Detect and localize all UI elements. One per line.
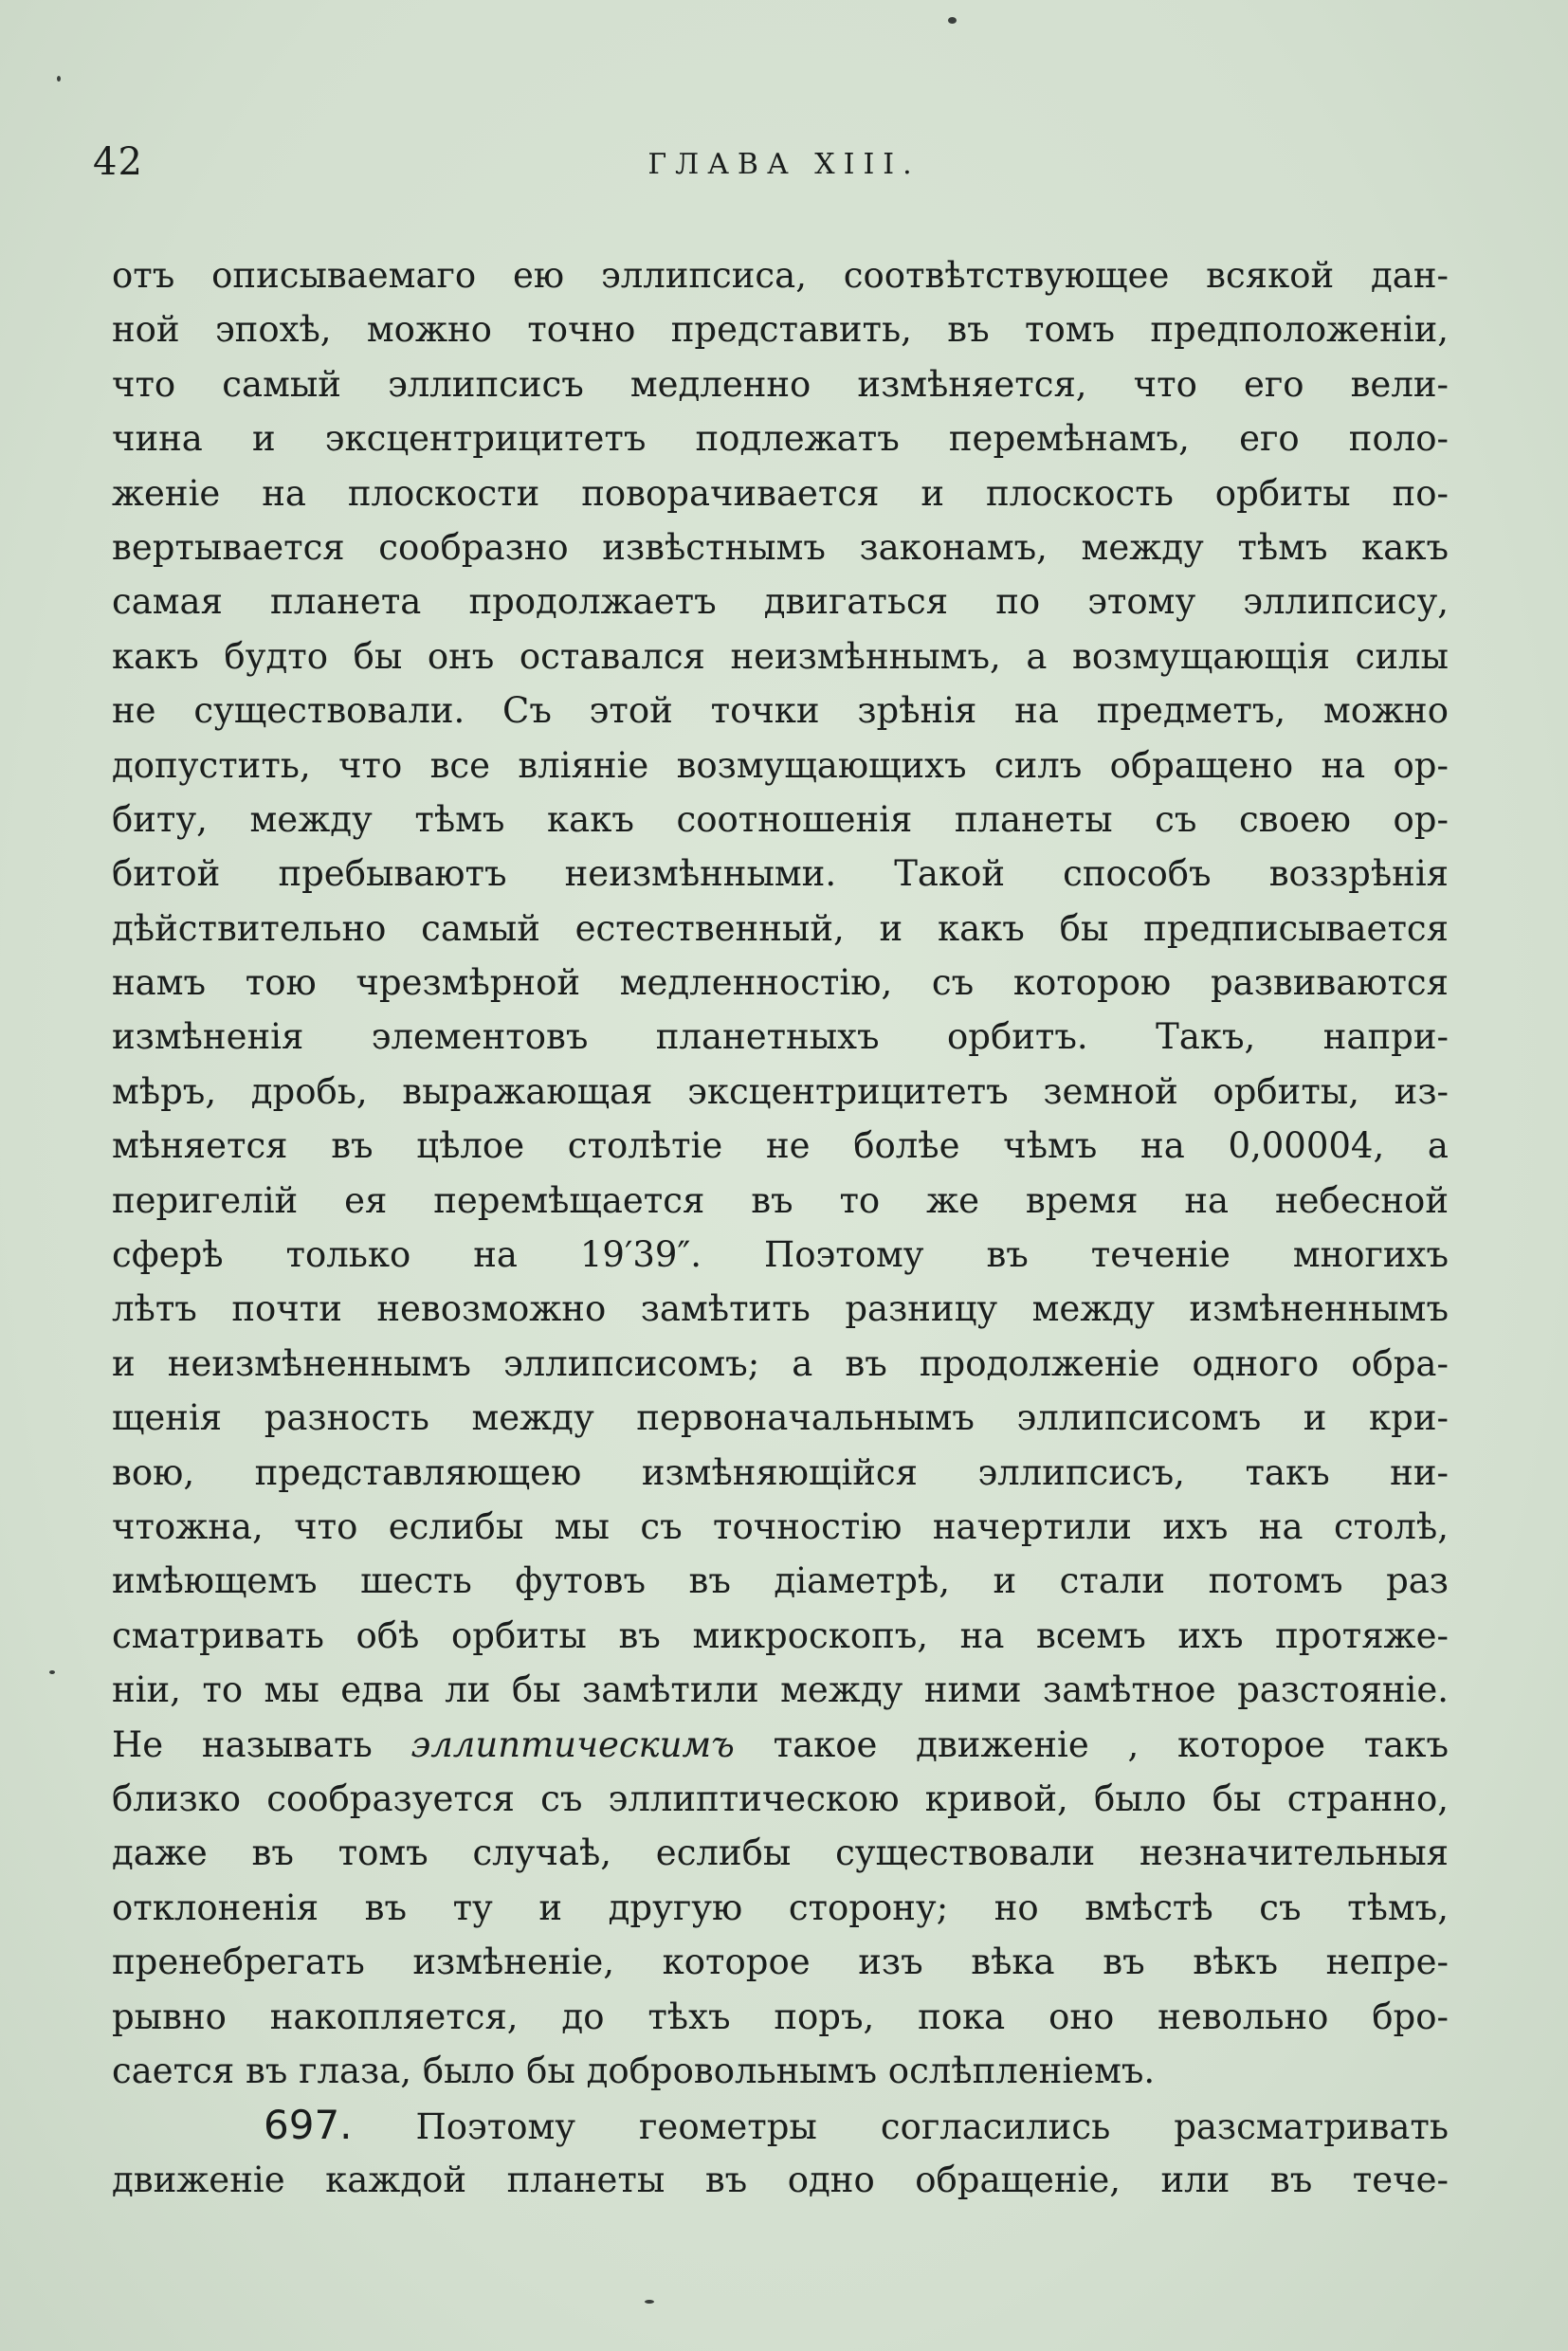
page-number: 42 xyxy=(93,140,143,184)
text-line: рывно накопляется, до тѣхъ поръ, пока оно невольно бро- xyxy=(112,1996,1449,2037)
text-line: самая планета продолжаетъ двигаться по этому эллипсису, xyxy=(112,581,1449,623)
text-line: мѣръ, дробь, выражающая эксцентрицитетъ земной орбиты, из- xyxy=(112,1070,1449,1112)
text-line: сферѣ только на 19′39″. Поэтому въ теченiе многихъ xyxy=(112,1234,1449,1276)
line-text: такое движенiе , которое такъ xyxy=(734,1723,1449,1765)
text-line: нiи, то мы едва ли бы замѣтили между ними замѣтное разстоянiе. xyxy=(112,1669,1449,1711)
print-speck xyxy=(948,17,957,24)
text-line: какъ будто бы онъ оставался неизмѣннымъ, а возмущающiя силы xyxy=(112,635,1449,677)
line-text: Не называть xyxy=(112,1723,411,1765)
text-line: допустить, что все влiянiе возмущающихъ силъ обращено на ор- xyxy=(112,744,1449,786)
text-line: отъ описываемаго ею эллипсиса, соотвѣтствующее всякой дан- xyxy=(112,255,1449,296)
print-speck xyxy=(645,2300,654,2304)
text-line: лѣтъ почти невозможно замѣтить разницу между измѣненнымъ xyxy=(112,1288,1449,1330)
text-line-with-emphasis xyxy=(112,1718,1449,1772)
text-line: мѣняется въ цѣлое столѣтiе не болѣе чѣмъ на 0,00004, а xyxy=(112,1125,1449,1167)
text-line: что самый эллипсисъ медленно измѣняется, что его вели- xyxy=(112,363,1449,405)
text-line: измѣненiя элементовъ планетныхъ орбитъ. Такъ, напри- xyxy=(112,1016,1449,1058)
paragraph-number: 697. xyxy=(264,2102,353,2149)
text-line: щенiя разность между первоначальнымъ эллипсисомъ и кри- xyxy=(112,1397,1449,1439)
emphasis-term: эллиптическимъ xyxy=(410,1723,735,1765)
line-text: Поэтому геометры согласились разсматривать xyxy=(352,2106,1449,2148)
text-line: и неизмѣненнымъ эллипсисомъ; а въ продолженiе одного обра- xyxy=(112,1342,1449,1384)
text-line: женiе на плоскости поворачивается и плоскость орбиты по- xyxy=(112,472,1449,514)
print-speck xyxy=(49,1670,55,1674)
text-line: не существовали. Съ этой точки зрѣнiя на предметъ, можно xyxy=(112,690,1449,732)
text-line: пренебрегать измѣненiе, которое изъ вѣка въ вѣкъ непре- xyxy=(112,1941,1449,1983)
text-line: чтожна, что еслибы мы съ точностiю начертили ихъ на столѣ, xyxy=(112,1505,1449,1547)
text-line: вою, представляющею измѣняющiйся эллипсисъ, такъ ни- xyxy=(112,1451,1449,1493)
text-line: сматривать обѣ орбиты въ микроскопъ, на всемъ ихъ протяже- xyxy=(112,1614,1449,1656)
text-line: дѣйствительно самый естественный, и какъ бы предписывается xyxy=(112,907,1449,949)
text-line: имѣющемъ шесть футовъ въ дiаметрѣ, и стали потомъ раз xyxy=(112,1560,1449,1602)
text-line: даже въ томъ случаѣ, еслибы существовали незначительныя xyxy=(112,1832,1449,1874)
text-line: сается въ глаза, было бы добровольнымъ ослѣпленiемъ. xyxy=(112,2050,1156,2091)
text-line: отклоненiя въ ту и другую сторону; но вмѣстѣ съ тѣмъ, xyxy=(112,1886,1449,1928)
body-text xyxy=(112,248,1449,2207)
paragraph-697-first-line xyxy=(112,2098,1449,2152)
text-line: битой пребываютъ неизмѣнными. Такой способъ воззрѣнiя xyxy=(112,853,1449,895)
text-line: ной эпохѣ, можно точно представить, въ томъ предположенiи, xyxy=(112,309,1449,351)
text-line: вертывается сообразно извѣстнымъ законамъ, между тѣмъ какъ xyxy=(112,526,1449,568)
print-speck xyxy=(57,76,61,82)
text-line: близко сообразуется съ эллиптическою кривой, было бы странно, xyxy=(112,1777,1449,1819)
text-line: чина и эксцентрицитетъ подлежатъ перемѣнамъ, его поло- xyxy=(112,418,1449,460)
text-line: перигелiй ея перемѣщается въ то же время на небесной xyxy=(112,1179,1449,1221)
text-line: намъ тою чрезмѣрной медленностiю, съ которою развиваются xyxy=(112,962,1449,1004)
text-line: биту, между тѣмъ какъ соотношенiя планеты съ своею ор- xyxy=(112,798,1449,840)
chapter-title: ГЛАВА XIII. xyxy=(647,148,921,181)
text-line: движенiе каждой планеты въ одно обращенiе, или въ тече- xyxy=(112,2159,1449,2200)
